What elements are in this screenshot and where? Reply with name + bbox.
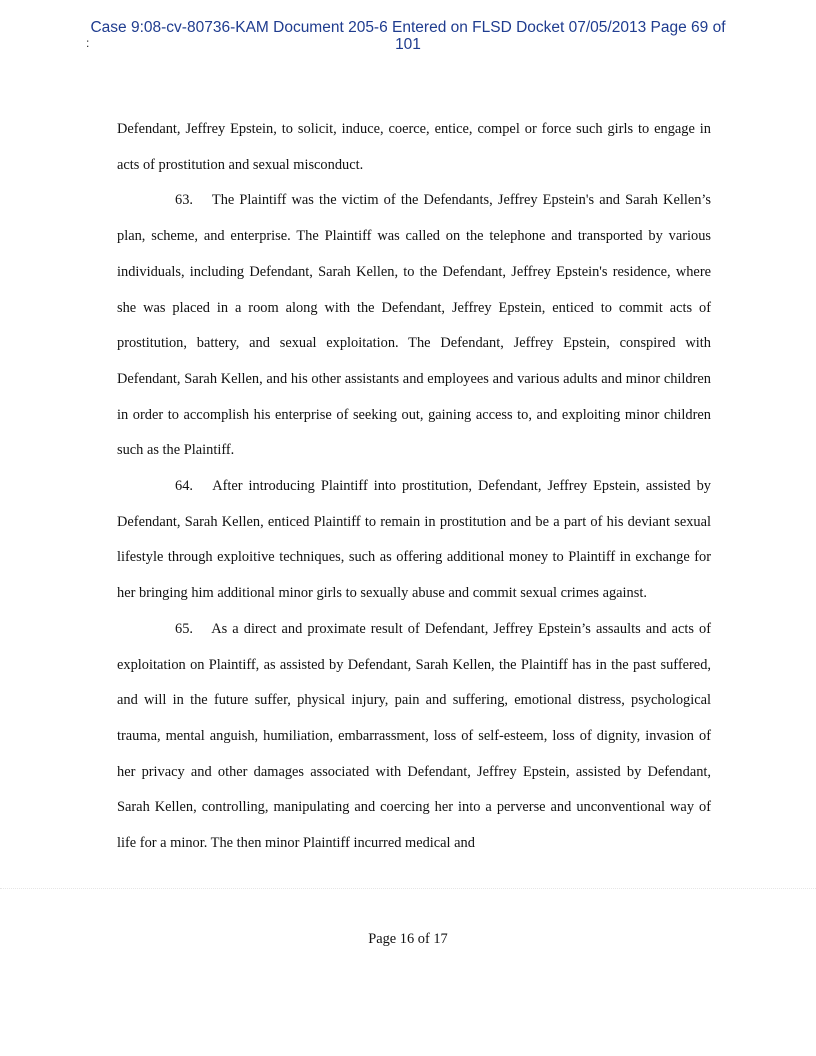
scan-mark: : bbox=[86, 36, 90, 50]
docket-header bbox=[0, 19, 816, 53]
paragraph-number: 63. bbox=[175, 192, 193, 209]
docket-header-line1: Case 9:08-cv-80736-KAM Document 205-6 Entered on FLSD Docket 07/05/2013 Page 69 of bbox=[90, 19, 726, 36]
paragraph-text: As a direct and proximate result of Defendant, Jeffrey Epstein’s assaults and acts of exploitation on Plaintiff, as assisted by Defendant, Sarah Kellen, the Plaintiff has in the past suffered, and will in the future suffer, physical injury, pain and suffering, emotional distress, psychological trauma, mental anguish, humiliation, embarrassment, loss of self-esteem, loss of dignity, invasion of her privacy and other damages associated with Defendant, Jeffrey Epstein, assisted by Defendant, Sarah Kellen, controlling, manipulating and coercing her into a perverse and unconventional way of life for a minor. The then minor Plaintiff incurred medical and bbox=[117, 620, 711, 852]
scan-divider bbox=[0, 888, 816, 889]
document-body bbox=[117, 112, 711, 862]
paragraph-text: The Plaintiff was the victim of the Defendants, Jeffrey Epstein's and Sarah Kellen’s plan, scheme, and enterprise. The Plaintiff was called on the telephone and transported by various individuals, including Defendant, Sarah Kellen, to the Defendant, Jeffrey Epstein's residence, where she was placed in a room along with the Defendant, Jeffrey Epstein, enticed to commit acts of prostitution, battery, and sexual exploitation. The Defendant, Jeffrey Epstein, conspired with Defendant, Sarah Kellen, and his other assistants and employees and various adults and minor children in order to accomplish his enterprise of seeking out, gaining access to, and exploiting minor children such as the Plaintiff. bbox=[117, 192, 712, 459]
paragraph-63 bbox=[117, 183, 711, 469]
docket-header-line2: 101 bbox=[395, 36, 421, 53]
paragraph-65 bbox=[117, 612, 711, 862]
paragraph-64 bbox=[117, 469, 711, 612]
continuation-text: Defendant, Jeffrey Epstein, to solicit, induce, coerce, entice, compel or force such girls to engage in acts of prostitution and sexual misconduct. bbox=[117, 121, 711, 173]
paragraph-text: After introducing Plaintiff into prostitution, Defendant, Jeffrey Epstein, assisted by Defendant, Sarah Kellen, enticed Plaintiff to remain in prostitution and be a part of his deviant sexual lifestyle through exploitive techniques, such as offering additional money to Plaintiff in exchange for her bringing him additional minor girls to sexually abuse and commit sexual crimes against. bbox=[117, 478, 711, 602]
paragraph-number: 64. bbox=[175, 478, 193, 495]
page-footer: Page 16 of 17 bbox=[368, 931, 448, 947]
paragraph-number: 65. bbox=[175, 620, 193, 637]
